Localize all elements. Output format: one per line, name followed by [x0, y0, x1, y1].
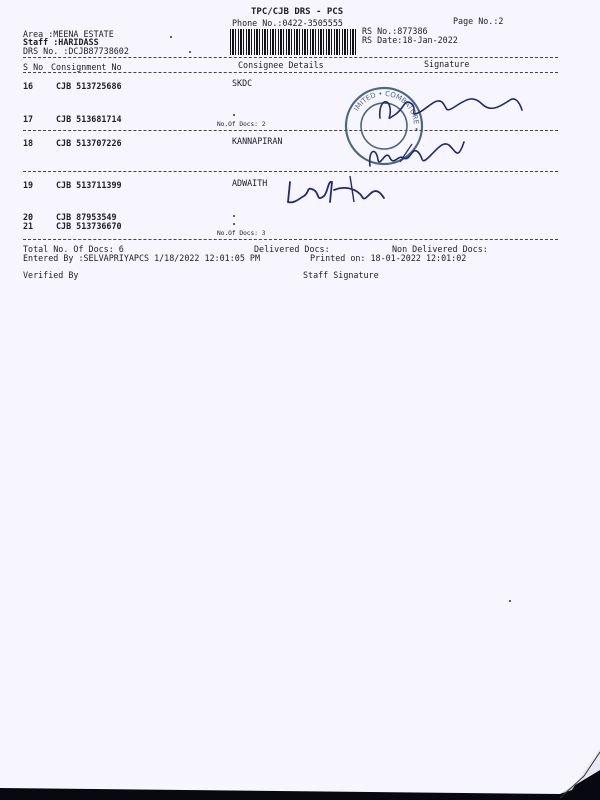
- row-sno: 18: [23, 138, 34, 148]
- row-sno: 17: [23, 114, 34, 124]
- rs-number: RS No.:877386: [362, 26, 428, 36]
- row-consignment: CJB 87953549: [56, 212, 117, 222]
- entered-by: Entered By :SELVAPRIYAPCS 1/18/2022 12:01:05 PM: [23, 253, 260, 263]
- total-docs: Total No. Of Docs: 6: [23, 244, 124, 254]
- col-header-consignee: Consignee Details: [238, 60, 324, 70]
- row-sno: 19: [23, 180, 34, 190]
- barcode: [230, 29, 356, 55]
- row-consignee: KANNAPIRAN: [232, 136, 283, 146]
- drs-number: DRS No. :DCJB87738602: [23, 46, 129, 56]
- signature-row-16: [360, 88, 530, 138]
- scan-shadow: [0, 730, 600, 800]
- col-header-consignment: Consignment No: [51, 62, 122, 72]
- signature-row-19: [284, 172, 390, 212]
- delivered-docs: Delivered Docs:: [254, 244, 330, 254]
- row-consignment: CJB 513725686: [56, 81, 122, 91]
- row-consignment: CJB 513711399: [56, 180, 122, 190]
- divider: [23, 72, 558, 73]
- speck: [233, 223, 235, 225]
- row-consignment: CJB 513681714: [56, 114, 122, 124]
- speck: [509, 600, 511, 602]
- speck: [189, 51, 191, 53]
- row-consignment: CJB 513736670: [56, 221, 122, 231]
- phone-number: Phone No.:0422-3505555: [232, 18, 343, 28]
- printed-on: Printed on: 18-01-2022 12:01:02: [310, 253, 467, 263]
- rs-date: RS Date:18-Jan-2022: [362, 35, 458, 45]
- row-sno: 16: [23, 81, 34, 91]
- docs-count: No.Of Docs: 3: [217, 230, 266, 237]
- staff-label: Staff :HARIDASS: [23, 37, 99, 47]
- speck: [170, 36, 172, 38]
- col-header-sno: S No: [23, 62, 44, 72]
- signature-row-18: [360, 132, 470, 174]
- non-delivered-docs: Non Delivered Docs:: [392, 244, 488, 254]
- document-title: TPC/CJB DRS - PCS: [251, 7, 344, 17]
- col-header-signature: Signature: [424, 59, 470, 69]
- verified-by: Verified By: [23, 270, 79, 280]
- area-label: Area :MEENA ESTATE: [23, 29, 114, 39]
- row-sno: 21: [23, 221, 34, 231]
- row-consignee: SKDC: [232, 78, 253, 88]
- row-sno: 20: [23, 212, 34, 222]
- staff-signature-label: Staff Signature: [303, 270, 379, 280]
- divider: [23, 57, 558, 58]
- page-number: Page No.:2: [453, 16, 504, 26]
- stamp-text: IMITED • COMBATORE •: [352, 89, 421, 132]
- row-consignee: ADWAITH: [232, 178, 268, 188]
- speck: [233, 215, 235, 217]
- divider: [23, 239, 558, 240]
- docs-count: No.Of Docs: 2: [217, 121, 266, 128]
- speck: [233, 114, 235, 116]
- row-consignment: CJB 513707226: [56, 138, 122, 148]
